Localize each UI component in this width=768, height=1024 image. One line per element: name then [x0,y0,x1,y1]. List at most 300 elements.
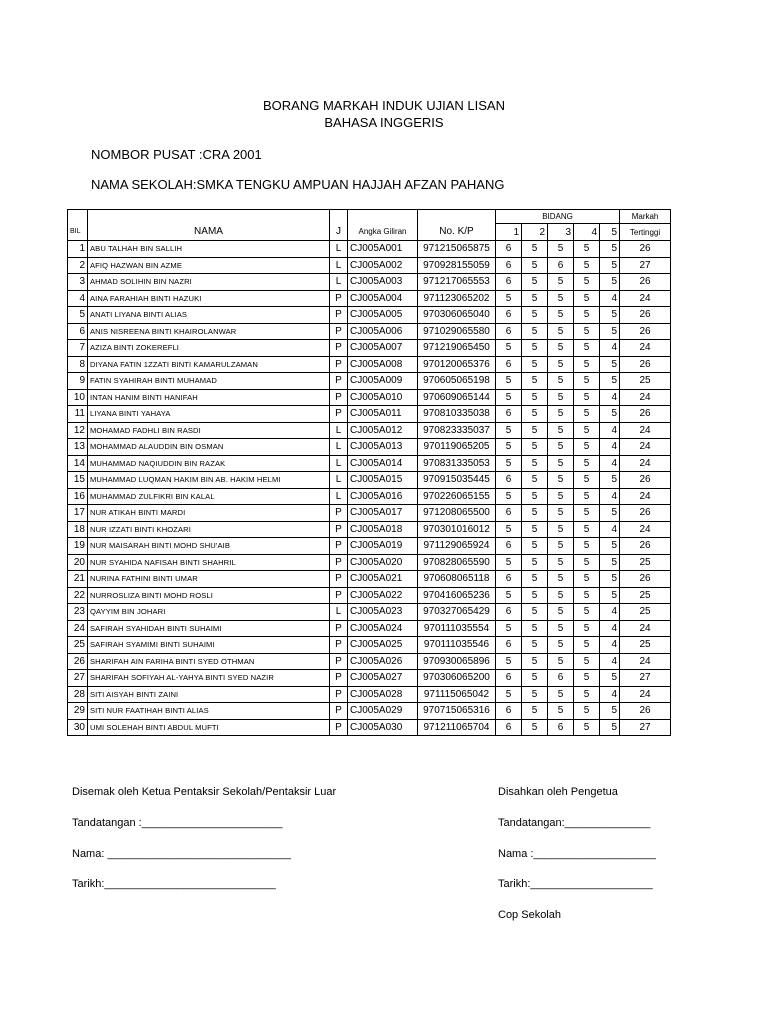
row-number: 19 [68,538,88,555]
score-4: 5 [574,620,600,637]
row-number: 6 [68,323,88,340]
student-name: SAFIRAH SYAHIDAH BINTI SUHAIMI [88,620,330,637]
score-2: 5 [522,422,548,439]
candidate-number: CJ005A021 [348,571,418,588]
table-row [68,554,671,571]
score-5: 4 [600,637,620,654]
ic-number: 970416065236 [418,587,496,604]
score-5: 4 [600,422,620,439]
student-name: NUR MAISARAH BINTI MOHD SHU'AIB [88,538,330,555]
bidang-header: BIDANG [496,210,620,224]
total-mark: 26 [620,356,671,373]
row-number: 1 [68,241,88,258]
total-mark: 24 [620,340,671,357]
candidate-number: CJ005A018 [348,521,418,538]
score-3: 6 [548,719,574,736]
score-2: 5 [522,290,548,307]
score-3: 5 [548,604,574,621]
gender: P [330,620,348,637]
gender: P [330,290,348,307]
ic-number: 970226065155 [418,488,496,505]
score-4: 5 [574,274,600,291]
row-number: 28 [68,686,88,703]
score-2: 5 [522,257,548,274]
score-2: 5 [522,538,548,555]
gender: P [330,389,348,406]
score-3: 5 [548,587,574,604]
row-number: 20 [68,554,88,571]
score-5: 5 [600,587,620,604]
candidate-number: CJ005A001 [348,241,418,258]
score-2: 5 [522,241,548,258]
no-kp-header: No. K/P [418,224,496,241]
score-3: 5 [548,653,574,670]
total-mark: 26 [620,274,671,291]
score-3: 5 [548,290,574,307]
ic-number: 971029065580 [418,323,496,340]
bidang-col-header: 3 [548,224,574,241]
score-2: 5 [522,472,548,489]
score-2: 5 [522,455,548,472]
gender: P [330,340,348,357]
score-3: 5 [548,340,574,357]
score-3: 5 [548,521,574,538]
score-4: 5 [574,439,600,456]
score-4: 5 [574,670,600,687]
bidang-col-header: 4 [574,224,600,241]
gender: P [330,307,348,324]
score-1: 6 [496,538,522,555]
score-2: 5 [522,554,548,571]
gender: P [330,703,348,720]
score-4: 5 [574,538,600,555]
ic-number: 970831335053 [418,455,496,472]
student-name: INTAN HANIM BINTI HANIFAH [88,389,330,406]
score-3: 5 [548,455,574,472]
score-4: 5 [574,241,600,258]
score-2: 5 [522,323,548,340]
row-number: 17 [68,505,88,522]
score-2: 5 [522,653,548,670]
table-row [68,637,671,654]
total-mark: 26 [620,323,671,340]
total-mark: 26 [620,241,671,258]
score-1: 6 [496,505,522,522]
table-row [68,290,671,307]
gender: P [330,637,348,654]
gender: L [330,455,348,472]
row-number: 18 [68,521,88,538]
score-1: 6 [496,257,522,274]
centre-number: NOMBOR PUSAT :CRA 2001 [91,147,262,162]
student-name: AHMAD SOLIHIN BIN NAZRI [88,274,330,291]
table-row [68,340,671,357]
score-5: 4 [600,439,620,456]
score-2: 5 [522,340,548,357]
student-name: SAFIRAH SYAMIMI BINTI SUHAIMI [88,637,330,654]
row-number: 25 [68,637,88,654]
row-number: 14 [68,455,88,472]
candidate-number: CJ005A020 [348,554,418,571]
score-3: 5 [548,686,574,703]
score-4: 5 [574,455,600,472]
ic-number: 970605065198 [418,373,496,390]
candidate-number: CJ005A017 [348,505,418,522]
candidate-number: CJ005A026 [348,653,418,670]
student-name: AINA FARAHIAH BINTI HAZUKI [88,290,330,307]
approved-by-label: Disahkan oleh Pengetua [498,786,618,798]
student-name: SITI NUR FAATIHAH BINTI ALIAS [88,703,330,720]
score-3: 5 [548,488,574,505]
gender: L [330,488,348,505]
table-row [68,241,671,258]
score-1: 5 [496,422,522,439]
table-row [68,587,671,604]
ic-number: 970828065590 [418,554,496,571]
student-name: SITI AISYAH BINTI ZAINI [88,686,330,703]
score-5: 5 [600,554,620,571]
student-name: MOHAMMAD ALAUDDIN BIN OSMAN [88,439,330,456]
total-mark: 27 [620,670,671,687]
score-3: 5 [548,241,574,258]
gender: P [330,587,348,604]
score-5: 4 [600,521,620,538]
total-mark: 25 [620,637,671,654]
row-number: 29 [68,703,88,720]
gender: L [330,257,348,274]
candidate-number: CJ005A014 [348,455,418,472]
score-5: 4 [600,653,620,670]
candidate-number: CJ005A023 [348,604,418,621]
row-number: 3 [68,274,88,291]
score-1: 5 [496,340,522,357]
student-name: NUR SYAHIDA NAFISAH BINTI SHAHRIL [88,554,330,571]
candidate-number: CJ005A007 [348,340,418,357]
table-row [68,521,671,538]
student-name: LIYANA BINTI YAHAYA [88,406,330,423]
score-1: 5 [496,653,522,670]
score-5: 4 [600,686,620,703]
score-3: 5 [548,472,574,489]
score-4: 5 [574,356,600,373]
gender: L [330,472,348,489]
ic-number: 970930065896 [418,653,496,670]
student-name: SHARIFAH SOFIYAH AL-YAHYA BINTI SYED NAZIR [88,670,330,687]
row-number: 21 [68,571,88,588]
score-4: 5 [574,604,600,621]
score-5: 5 [600,323,620,340]
student-name: UMI SOLEHAH BINTI ABDUL MUFTI [88,719,330,736]
row-number: 13 [68,439,88,456]
ic-number: 971211065704 [418,719,496,736]
left-signature-line: Tandatangan :_______________________ [72,817,283,829]
score-3: 5 [548,439,574,456]
total-mark: 25 [620,554,671,571]
student-name: QAYYIM BIN JOHARI [88,604,330,621]
score-2: 5 [522,488,548,505]
score-1: 5 [496,488,522,505]
score-3: 5 [548,389,574,406]
score-5: 4 [600,488,620,505]
score-3: 5 [548,307,574,324]
total-mark: 24 [620,521,671,538]
score-4: 5 [574,719,600,736]
score-3: 5 [548,620,574,637]
table-row [68,653,671,670]
score-1: 6 [496,356,522,373]
student-name: ABU TALHAH BIN SALLIH [88,241,330,258]
table-row [68,538,671,555]
student-name: MUHAMMAD ZULFIKRI BIN KALAL [88,488,330,505]
score-4: 5 [574,637,600,654]
bil-header: BIL [68,224,88,241]
student-name: AFIQ HAZWAN BIN AZME [88,257,330,274]
score-1: 6 [496,571,522,588]
total-mark: 24 [620,389,671,406]
student-name: MOHAMAD FADHLI BIN RASDI [88,422,330,439]
candidate-number: CJ005A024 [348,620,418,637]
candidate-number: CJ005A013 [348,439,418,456]
gender: P [330,538,348,555]
nama-header: NAMA [88,224,330,241]
score-1: 6 [496,323,522,340]
ic-number: 970301016012 [418,521,496,538]
candidate-number: CJ005A003 [348,274,418,291]
gender: L [330,604,348,621]
score-5: 5 [600,307,620,324]
score-3: 5 [548,323,574,340]
ic-number: 971219065450 [418,340,496,357]
table-row [68,620,671,637]
score-2: 5 [522,406,548,423]
score-5: 4 [600,389,620,406]
score-2: 5 [522,505,548,522]
total-mark: 26 [620,703,671,720]
candidate-number: CJ005A015 [348,472,418,489]
student-name: NUR ATIKAH BINTI MARDI [88,505,330,522]
student-name: MUHAMMAD LUQMAN HAKIM BIN AB. HAKIM HELMI [88,472,330,489]
form-title: BORANG MARKAH INDUK UJIAN LISAN [263,98,505,113]
row-number: 27 [68,670,88,687]
gender: L [330,274,348,291]
ic-number: 971123065202 [418,290,496,307]
ic-number: 970327065429 [418,604,496,621]
score-3: 5 [548,373,574,390]
score-3: 5 [548,571,574,588]
marks-table [67,209,671,736]
gender: P [330,521,348,538]
score-5: 4 [600,455,620,472]
score-5: 5 [600,719,620,736]
angka-header-top [348,210,418,224]
ic-number: 970608065118 [418,571,496,588]
score-4: 5 [574,290,600,307]
markah-header-line1: Markah [620,210,671,224]
ic-number: 970823335037 [418,422,496,439]
score-1: 5 [496,290,522,307]
score-2: 5 [522,620,548,637]
ic-number: 971217065553 [418,274,496,291]
total-mark: 25 [620,373,671,390]
total-mark: 26 [620,406,671,423]
ic-number: 970928155059 [418,257,496,274]
total-mark: 25 [620,604,671,621]
score-4: 5 [574,307,600,324]
score-4: 5 [574,686,600,703]
total-mark: 24 [620,620,671,637]
candidate-number: CJ005A030 [348,719,418,736]
table-row [68,571,671,588]
row-number: 22 [68,587,88,604]
table-row [68,373,671,390]
table-row [68,703,671,720]
ic-number: 970111035554 [418,620,496,637]
candidate-number: CJ005A005 [348,307,418,324]
ic-number: 970120065376 [418,356,496,373]
table-row [68,472,671,489]
gender: P [330,554,348,571]
score-1: 6 [496,274,522,291]
score-3: 6 [548,670,574,687]
candidate-number: CJ005A002 [348,257,418,274]
student-name: NURINA FATHINI BINTI UMAR [88,571,330,588]
score-1: 5 [496,373,522,390]
gender: L [330,439,348,456]
ic-number: 970915035445 [418,472,496,489]
score-4: 5 [574,505,600,522]
score-5: 5 [600,571,620,588]
score-3: 5 [548,703,574,720]
row-number: 24 [68,620,88,637]
score-2: 5 [522,356,548,373]
score-2: 5 [522,670,548,687]
table-row [68,439,671,456]
score-1: 6 [496,406,522,423]
nama-header-top [88,210,330,224]
gender: P [330,356,348,373]
ic-number: 970119065205 [418,439,496,456]
right-name-line: Nama :____________________ [498,848,656,860]
score-1: 5 [496,587,522,604]
total-mark: 24 [620,686,671,703]
score-2: 5 [522,604,548,621]
gender: P [330,571,348,588]
score-2: 5 [522,373,548,390]
score-4: 5 [574,323,600,340]
score-2: 5 [522,719,548,736]
angka-giliran-header: Angka Giliran [348,224,418,241]
row-number: 7 [68,340,88,357]
score-1: 6 [496,472,522,489]
left-date-line: Tarikh:____________________________ [72,878,276,890]
total-mark: 26 [620,307,671,324]
table-header-row-1 [68,210,671,224]
candidate-number: CJ005A006 [348,323,418,340]
score-4: 5 [574,521,600,538]
total-mark: 24 [620,455,671,472]
table-row [68,488,671,505]
row-number: 15 [68,472,88,489]
score-2: 5 [522,587,548,604]
ic-number: 971208065500 [418,505,496,522]
row-number: 5 [68,307,88,324]
right-signature-line: Tandatangan:______________ [498,817,651,829]
table-row [68,686,671,703]
candidate-number: CJ005A010 [348,389,418,406]
school-name: NAMA SEKOLAH:SMKA TENGKU AMPUAN HAJJAH AFZAN PAHANG [91,177,505,192]
score-3: 5 [548,538,574,555]
score-1: 5 [496,521,522,538]
gender: P [330,373,348,390]
ic-number: 970715065316 [418,703,496,720]
score-5: 5 [600,406,620,423]
candidate-number: CJ005A016 [348,488,418,505]
student-name: MUHAMMAD NAQIUDDIN BIN RAZAK [88,455,330,472]
score-4: 5 [574,406,600,423]
j-header-top [330,210,348,224]
form-subtitle: BAHASA INGGERIS [324,115,444,130]
candidate-number: CJ005A028 [348,686,418,703]
score-4: 5 [574,373,600,390]
ic-number: 971129065924 [418,538,496,555]
row-number: 9 [68,373,88,390]
gender: P [330,323,348,340]
score-4: 5 [574,472,600,489]
score-3: 5 [548,406,574,423]
score-4: 5 [574,340,600,357]
score-2: 5 [522,307,548,324]
candidate-number: CJ005A029 [348,703,418,720]
score-5: 4 [600,620,620,637]
student-name: SHARIFAH AIN FARIHA BINTI SYED OTHMAN [88,653,330,670]
score-3: 5 [548,637,574,654]
score-4: 5 [574,257,600,274]
table-row [68,257,671,274]
table-row [68,323,671,340]
gender: P [330,505,348,522]
right-date-line: Tarikh:____________________ [498,878,653,890]
total-mark: 24 [620,488,671,505]
score-1: 5 [496,686,522,703]
score-5: 5 [600,703,620,720]
score-4: 5 [574,703,600,720]
row-number: 8 [68,356,88,373]
row-number: 11 [68,406,88,423]
score-1: 6 [496,241,522,258]
total-mark: 27 [620,257,671,274]
score-4: 5 [574,587,600,604]
checked-by-label: Disemak oleh Ketua Pentaksir Sekolah/Pentaksir Luar [72,786,337,798]
table-row [68,719,671,736]
score-5: 5 [600,257,620,274]
candidate-number: CJ005A009 [348,373,418,390]
ic-number: 970306065200 [418,670,496,687]
score-2: 5 [522,571,548,588]
score-2: 5 [522,703,548,720]
gender: P [330,406,348,423]
score-1: 5 [496,389,522,406]
candidate-number: CJ005A027 [348,670,418,687]
score-1: 6 [496,604,522,621]
row-number: 12 [68,422,88,439]
gender: L [330,422,348,439]
score-4: 5 [574,653,600,670]
score-5: 4 [600,604,620,621]
left-name-line: Nama: ______________________________ [72,848,291,860]
table-row [68,307,671,324]
score-5: 5 [600,274,620,291]
student-name: ANIS NISREENA BINTI KHAIROLANWAR [88,323,330,340]
